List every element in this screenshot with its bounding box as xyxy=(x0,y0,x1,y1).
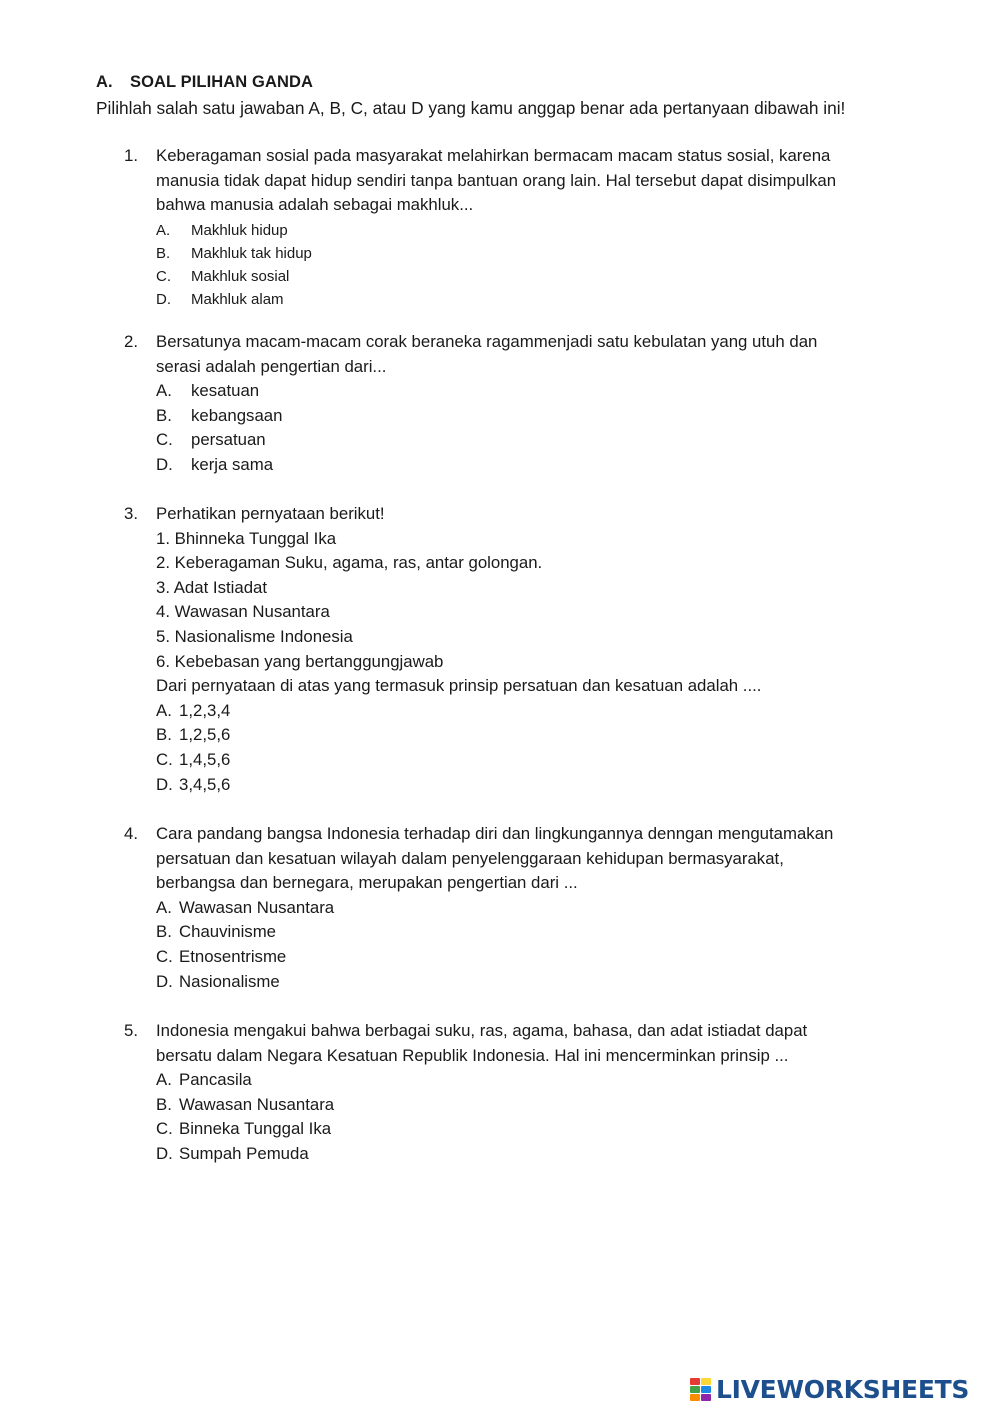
option-d[interactable] xyxy=(156,1142,914,1167)
stem-line: persatuan dan kesatuan wilayah dalam penyelenggaraan kehidupan bermasyarakat, xyxy=(156,848,784,868)
option-letter: A. xyxy=(156,1070,172,1090)
question-stem xyxy=(156,502,914,527)
option-b[interactable] xyxy=(156,920,914,945)
option-letter: A. xyxy=(156,381,172,401)
option-list xyxy=(156,379,914,477)
option-letter: C. xyxy=(156,267,171,285)
option-text: Binneka Tunggal Ika xyxy=(179,1119,332,1139)
option-letter: B. xyxy=(156,725,172,745)
option-a[interactable] xyxy=(156,699,914,724)
option-letter: D. xyxy=(156,1143,173,1163)
option-text: Wawasan Nusantara xyxy=(179,1094,335,1114)
stem-line: manusia tidak dapat hidup sendiri tanpa bantuan orang lain. Hal tersebut dapat disimpulkan xyxy=(156,170,837,190)
option-text: persatuan xyxy=(191,430,266,450)
option-a[interactable] xyxy=(156,896,914,921)
option-letter: B. xyxy=(156,922,172,942)
question-stem xyxy=(156,822,914,896)
option-list xyxy=(156,699,914,797)
stem-line: Bersatunya macam-macam corak beraneka ragammenjadi satu kebulatan yang utuh dan xyxy=(156,332,818,351)
statement-item: 6. Kebebasan yang bertanggungjawab xyxy=(156,651,444,671)
question-stem xyxy=(156,330,914,379)
option-letter: D. xyxy=(156,290,171,308)
statement-item: 4. Wawasan Nusantara xyxy=(156,602,330,622)
option-c[interactable] xyxy=(156,945,914,970)
option-c[interactable] xyxy=(156,748,914,773)
option-letter: A. xyxy=(156,700,172,720)
option-letter: C. xyxy=(156,1119,173,1139)
question-number: 4. xyxy=(124,824,138,843)
stem-line: Keberagaman sosial pada masyarakat melahirkan bermacam macam status sosial, karena xyxy=(156,146,831,165)
logo-block xyxy=(701,1394,711,1401)
stem-line: Cara pandang bangsa Indonesia terhadap diri dan lingkungannya denngan mengutamakan xyxy=(156,824,834,843)
stem-line: serasi adalah pengertian dari... xyxy=(156,356,387,376)
section-title: SOAL PILIHAN GANDA xyxy=(130,73,314,91)
option-text: Makhluk hidup xyxy=(191,221,288,239)
option-a[interactable] xyxy=(156,219,914,242)
option-d[interactable] xyxy=(156,453,914,478)
question-3 xyxy=(124,502,914,797)
option-letter: C. xyxy=(156,749,173,769)
option-text: Makhluk alam xyxy=(191,290,284,308)
statement-item: 2. Keberagaman Suku, agama, ras, antar golongan. xyxy=(156,553,543,573)
option-text: Makhluk tak hidup xyxy=(191,244,312,262)
question-number: 2. xyxy=(124,332,138,351)
option-text: Chauvinisme xyxy=(179,922,277,942)
option-text: 1,2,5,6 xyxy=(179,725,231,745)
option-text: 3,4,5,6 xyxy=(179,774,231,794)
option-letter: B. xyxy=(156,1094,172,1114)
logo-block xyxy=(690,1386,700,1393)
option-letter: B. xyxy=(156,405,172,425)
option-a[interactable] xyxy=(156,379,914,404)
statement-item: 5. Nasionalisme Indonesia xyxy=(156,626,353,646)
question-1 xyxy=(124,144,914,311)
question-number: 1. xyxy=(124,146,138,165)
liveworksheets-logo-icon xyxy=(690,1376,712,1402)
option-text: Wawasan Nusantara xyxy=(179,897,335,917)
option-letter: D. xyxy=(156,971,173,991)
option-letter: B. xyxy=(156,244,171,262)
option-letter: C. xyxy=(156,946,173,966)
logo-block xyxy=(701,1378,711,1385)
option-list xyxy=(156,896,914,994)
logo-block xyxy=(701,1386,711,1393)
stem-line: bersatu dalam Negara Kesatuan Republik Indonesia. Hal ini mencerminkan prinsip ... xyxy=(156,1045,789,1065)
question-prompt: Dari pernyataan di atas yang termasuk prinsip persatuan dan kesatuan adalah .... xyxy=(156,676,762,696)
option-letter: A. xyxy=(156,897,172,917)
option-d[interactable] xyxy=(156,773,914,798)
option-c[interactable] xyxy=(156,428,914,453)
question-stem xyxy=(156,144,914,218)
logo-block xyxy=(690,1394,700,1401)
option-text: Nasionalisme xyxy=(179,971,280,991)
stem-line: Perhatikan pernyataan berikut! xyxy=(156,504,385,523)
option-letter: C. xyxy=(156,430,173,450)
option-text: kerja sama xyxy=(191,454,274,474)
logo-block xyxy=(690,1378,700,1385)
option-a[interactable] xyxy=(156,1068,914,1093)
stem-line: berbangsa dan bernegara, merupakan pengertian dari ... xyxy=(156,873,578,893)
option-letter: A. xyxy=(156,221,171,239)
statement-item: 1. Bhinneka Tunggal Ika xyxy=(156,528,337,548)
question-number: 5. xyxy=(124,1021,138,1040)
option-b[interactable] xyxy=(156,1093,914,1118)
option-text: Etnosentrisme xyxy=(179,946,287,966)
statement-list xyxy=(156,527,914,699)
question-5 xyxy=(124,1019,914,1167)
option-b[interactable] xyxy=(156,242,914,265)
option-letter: D. xyxy=(156,774,173,794)
question-number: 3. xyxy=(124,504,138,523)
statement-item: 3. Adat Istiadat xyxy=(156,577,268,597)
instructions: Pilihlah salah satu jawaban A, B, C, atau D yang kamu anggap benar ada pertanyaan dibawah ini! xyxy=(96,98,846,118)
question-stem xyxy=(156,1019,914,1068)
question-4 xyxy=(124,822,914,994)
option-text: 1,4,5,6 xyxy=(179,749,231,769)
option-text: 1,2,3,4 xyxy=(179,700,231,720)
option-text: Pancasila xyxy=(179,1070,252,1090)
option-list xyxy=(156,219,914,311)
stem-line: bahwa manusia adalah sebagai makhluk... xyxy=(156,195,474,215)
option-d[interactable] xyxy=(156,970,914,995)
option-d[interactable] xyxy=(156,288,914,311)
question-2 xyxy=(124,330,914,478)
option-text: Makhluk sosial xyxy=(191,267,290,285)
option-c[interactable] xyxy=(156,1117,914,1142)
stem-line: Indonesia mengakui bahwa berbagai suku, ras, agama, bahasa, dan adat istiadat dapat xyxy=(156,1021,808,1040)
option-letter: D. xyxy=(156,454,173,474)
option-text: Sumpah Pemuda xyxy=(179,1143,309,1163)
option-list xyxy=(156,1068,914,1166)
section-letter: A. xyxy=(96,73,113,91)
section-heading xyxy=(96,73,313,92)
option-b[interactable] xyxy=(156,404,914,429)
liveworksheets-brand xyxy=(690,1372,969,1406)
brand-name: LIVEWORKSHEETS xyxy=(716,1374,970,1404)
option-text: kebangsaan xyxy=(191,405,283,425)
option-c[interactable] xyxy=(156,265,914,288)
option-b[interactable] xyxy=(156,723,914,748)
option-text: kesatuan xyxy=(191,381,260,401)
